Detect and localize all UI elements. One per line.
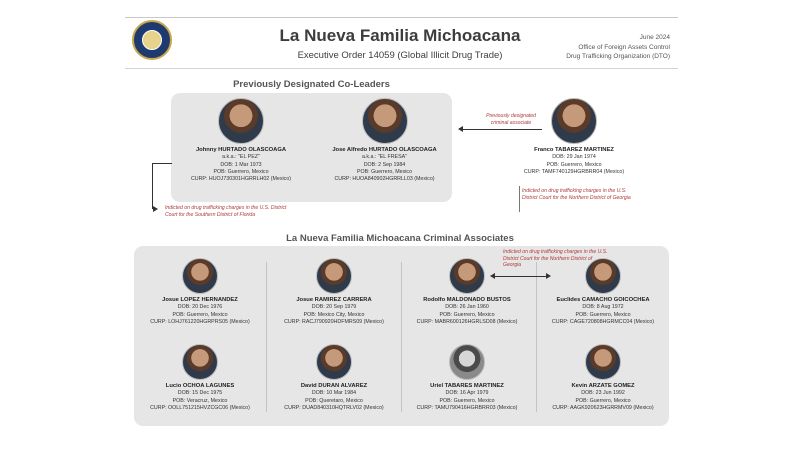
arrow-right-icon (153, 206, 158, 212)
person-curp: CURP: TAMU790416HGRBRR03 (Mexico) (416, 404, 518, 411)
associates-section-title: La Nueva Familia Michoacana Criminal Associates (286, 233, 514, 244)
note-indicted-georgia: Indicted on drug trafficking charges in the U.S. District Court for the Northern District of Georgia (522, 188, 631, 201)
person-name: Euclides CAMACHO GOICOCHEA (556, 297, 650, 303)
person-photo (182, 258, 218, 294)
person-pob: POB: Guerrero, Mexico (439, 397, 495, 404)
person-card (322, 98, 447, 183)
person-pob: POB: Veracruz, Mexico (172, 397, 228, 404)
header-bottom-rule (125, 68, 678, 69)
person-name: David DURAN ALVAREZ (300, 383, 368, 389)
person-dob: DOB: 8 Aug 1972 (582, 304, 624, 311)
person-curp: CURP: TAMF740129HGRBRR04 (Mexico) (523, 168, 625, 175)
arrow-left-icon (458, 126, 463, 132)
person-curp: CURP: DUAD840310HQTRLV02 (Mexico) (284, 404, 384, 411)
column-divider (401, 262, 402, 412)
person-name: Jose Alfredo HURTADO OLASCOAGA (332, 147, 437, 153)
person-pob: POB: Guerrero, Mexico (172, 311, 228, 318)
person-pob: POB: Guerrero, Mexico (439, 311, 495, 318)
person-photo (316, 258, 352, 294)
person-dob: DOB: 16 Apr 1979 (445, 390, 489, 397)
person-curp: CURP: LOHJ761220HGRPRS05 (Mexico) (150, 318, 250, 325)
person-dob: DOB: 1 Mar 1973 (220, 161, 262, 168)
person-card (273, 344, 395, 412)
bracket-line (152, 163, 153, 209)
person-pob: POB: Queretaro, Mexico (305, 397, 363, 404)
person-pob: POB: Guerrero, Mexico (213, 168, 269, 175)
column-divider (536, 262, 537, 412)
person-pob: POB: Guerrero, Mexico (575, 311, 631, 318)
person-photo (218, 98, 264, 144)
person-dob: DOB: 10 Mar 1984 (311, 390, 357, 397)
person-name: Lucio OCHOA LAGUNES (165, 383, 235, 389)
bracket-line (152, 163, 172, 164)
person-dob: DOB: 15 Dec 1975 (177, 390, 223, 397)
note-prev-designated: Previously designated criminal associate (486, 113, 536, 126)
person-aka: a.k.a.: "EL PEZ" (222, 154, 260, 161)
person-curp: CURP: AAGK920623HGRRMV09 (Mexico) (552, 404, 654, 411)
person-photo (585, 258, 621, 294)
coleaders-section-title: Previously Designated Co-Leaders (233, 79, 390, 90)
person-name: Rodolfo MALDONADO BUSTOS (423, 297, 511, 303)
person-curp: CURP: CAGE720808HGRMCC04 (Mexico) (551, 318, 655, 325)
person-card (181, 98, 301, 183)
person-photo (316, 344, 352, 380)
treasury-seal-icon (132, 20, 172, 60)
page-subtitle: Executive Order 14059 (Global Illicit Drug Trade) (297, 50, 503, 61)
header-meta (520, 33, 670, 62)
person-photo (551, 98, 597, 144)
person-card (405, 344, 529, 412)
person-dob: DOB: 23 Jun 1992 (581, 390, 625, 397)
person-curp: CURP: HUOJ730301HGRRLH02 (Mexico) (190, 176, 292, 183)
person-card (542, 258, 664, 326)
person-dob: DOB: 29 Jan 1974 (552, 154, 596, 161)
person-card (405, 258, 529, 326)
person-curp: CURP: MABR600126HGRLSD08 (Mexico) (416, 318, 518, 325)
person-dob: DOB: 26 Jan 1960 (445, 304, 489, 311)
person-dob: DOB: 20 Sep 1979 (311, 304, 357, 311)
person-name: Franco TABAREZ MARTINEZ (534, 147, 614, 153)
person-pob: POB: Guerrero, Mexico (546, 161, 602, 168)
header-top-rule (125, 17, 678, 18)
person-photo (362, 98, 408, 144)
header-date: June 2024 (639, 34, 670, 41)
person-card (140, 258, 260, 326)
header-dto: Drug Trafficking Organization (DTO) (566, 53, 670, 60)
person-name: Johnny HURTADO OLASCOAGA (195, 147, 287, 153)
note-indicted-florida: Indicted on drug trafficking charges in the U.S. District Court for the Southern District of Florida (165, 205, 287, 218)
person-photo (585, 344, 621, 380)
page-title: La Nueva Familia Michoacana (279, 26, 521, 45)
person-photo (449, 344, 485, 380)
person-pob: POB: Mexico City, Mexico (303, 311, 365, 318)
person-name: Kevin ARZATE GOMEZ (571, 383, 635, 389)
person-curp: CURP: OOLL751215HVZCGC06 (Mexico) (150, 404, 250, 411)
person-card (542, 344, 664, 412)
person-dob: DOB: 2 Sep 1984 (363, 161, 406, 168)
person-name: Uriel TABARES MARTINEZ (430, 383, 504, 389)
person-pob: POB: Guerrero, Mexico (356, 168, 413, 175)
note-bar (519, 186, 520, 212)
person-curp: CURP: HUOA840902HGRRLL03 (Mexico) (334, 176, 435, 183)
person-card (520, 98, 628, 176)
person-aka: a.k.a.: "EL FRESA" (361, 154, 408, 161)
person-card (140, 344, 260, 412)
person-dob: DOB: 20 Dec 1976 (177, 304, 223, 311)
person-name: Josue RAMIREZ CARRERA (296, 297, 372, 303)
person-curp: CURP: RACJ790920HDFMRS09 (Mexico) (284, 318, 384, 325)
note-indicted-georgia-assoc: Indicted on drug trafficking charges in the U.S. District Court for the Northern District of Georgia (503, 249, 608, 269)
person-pob: POB: Guerrero, Mexico (575, 397, 631, 404)
person-photo (449, 258, 485, 294)
person-card (273, 258, 395, 326)
column-divider (266, 262, 267, 412)
person-name: Josue LOPEZ HERNANDEZ (162, 297, 238, 303)
person-photo (182, 344, 218, 380)
header-office: Office of Foreign Assets Control (578, 43, 670, 51)
